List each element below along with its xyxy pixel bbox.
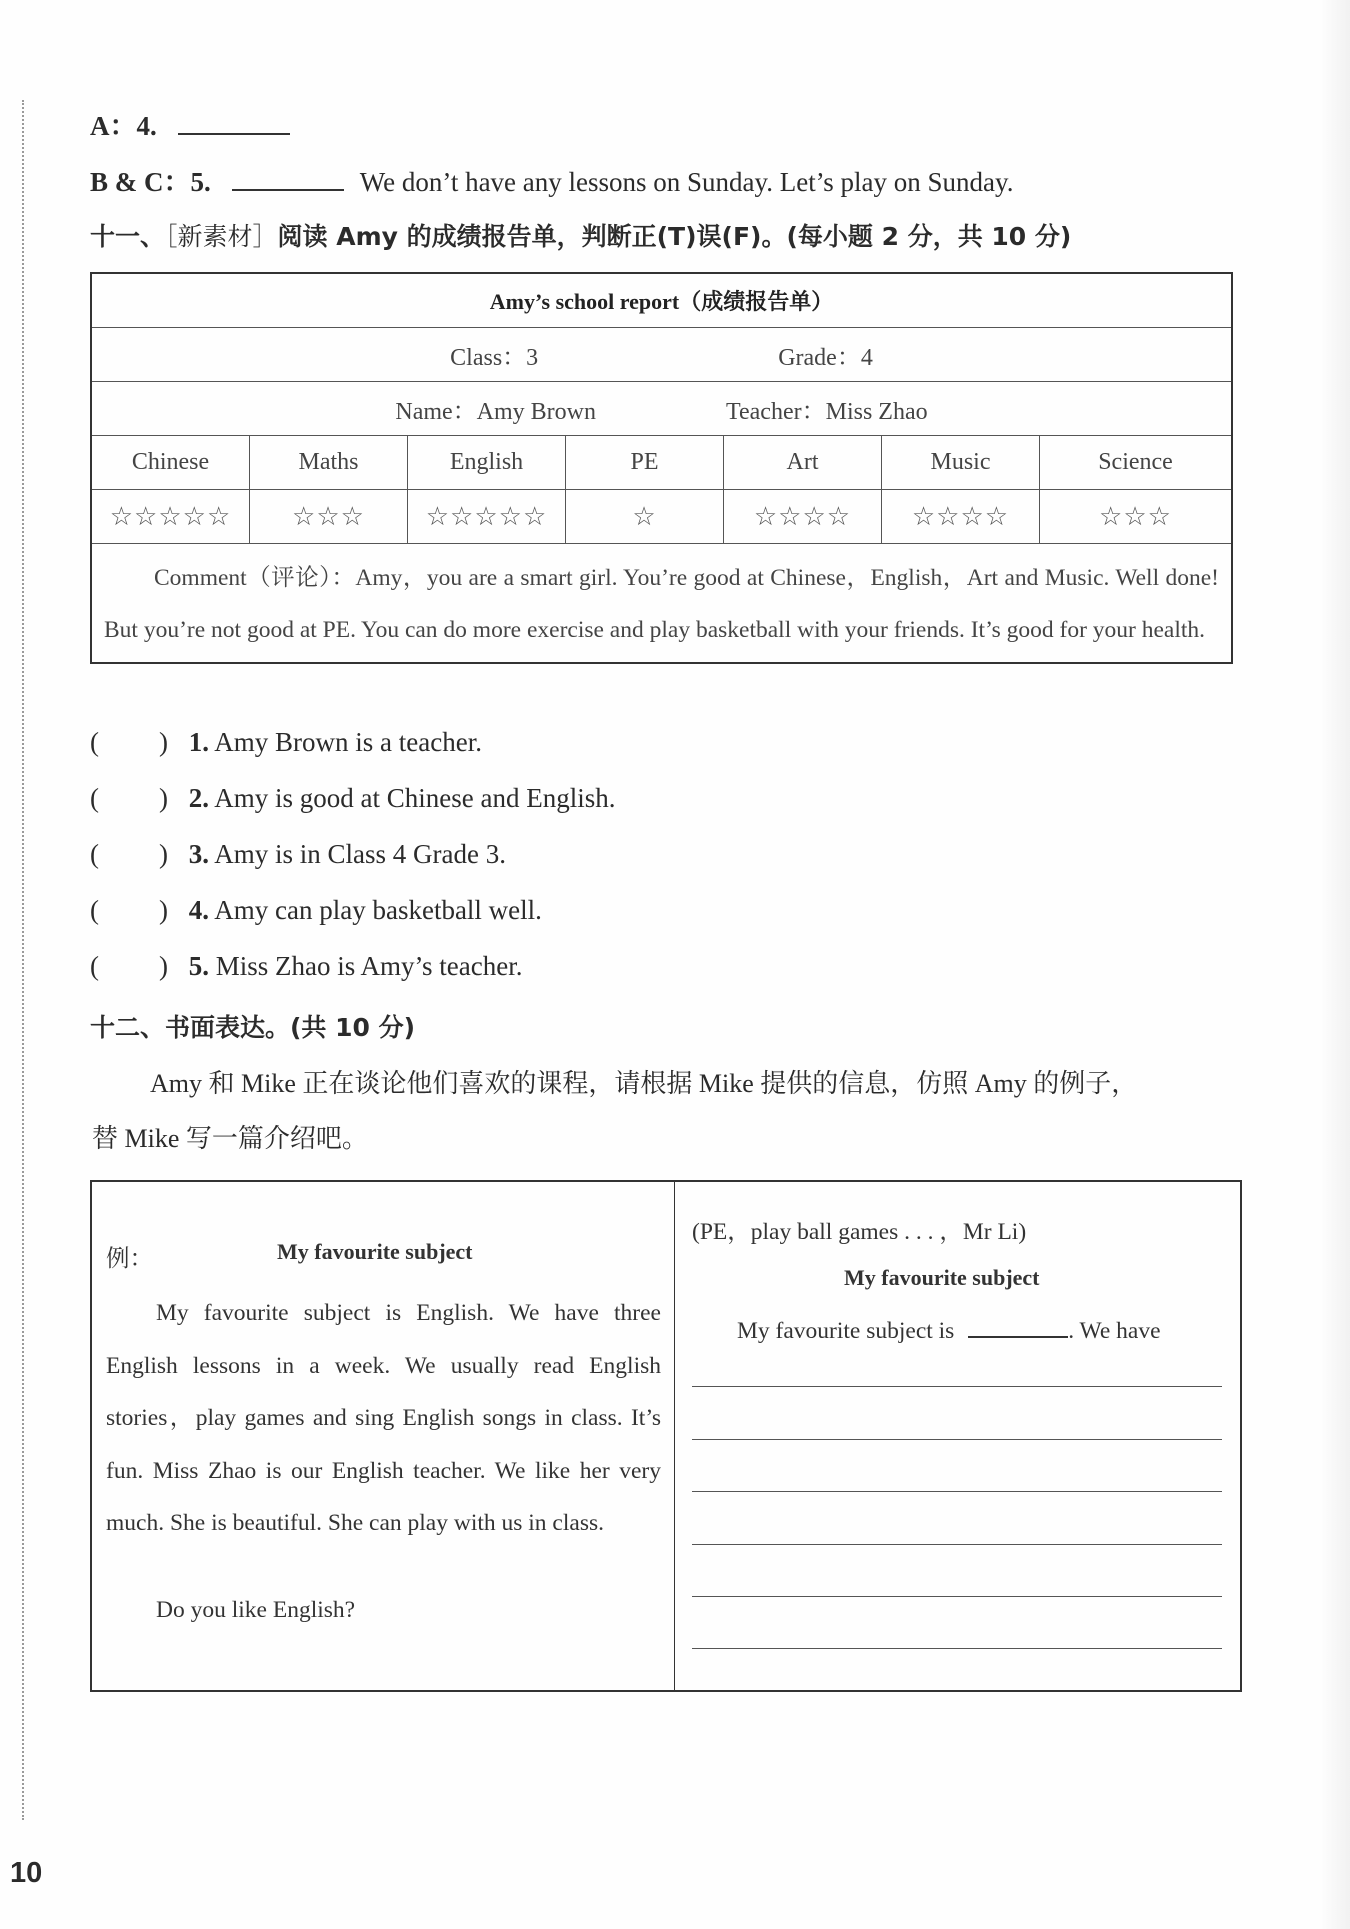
example-closing: Do you like English?: [156, 1597, 356, 1623]
question-text: Amy Brown is a teacher.: [214, 727, 482, 757]
section-12-instruction-1: Amy 和 Mike 正在谈论他们喜欢的课程，请根据 Mike 提供的信息，仿照 Amy 的例子，: [150, 1069, 1138, 1098]
line-bc-label: B & C：5.: [90, 167, 211, 197]
mike-title: My favourite subject: [844, 1265, 1040, 1290]
open-paren: (: [90, 783, 99, 813]
subject-cell: Maths: [250, 436, 408, 490]
question-number: 3.: [188, 839, 209, 869]
section-12-title: 十二、书面表达。(共 10 分): [90, 1013, 416, 1042]
question-5: [90, 951, 522, 982]
subject-cell: PE: [566, 436, 724, 490]
question-1: [90, 727, 482, 758]
example-body-text: My favourite subject is English. We have three English lessons in a week. We usually read English stories，play games and sing English songs in class. It’s fun. Miss Zhao is our English teacher. We like her very much. She is beautiful. She can play with us in class.: [106, 1300, 661, 1536]
section-11-instruction: 阅读 Amy 的成绩报告单，判断正(T)误(F)。(每小题 2 分，共 10 分): [277, 222, 1072, 251]
answer-blank-4[interactable]: [178, 133, 290, 135]
question-2: [90, 783, 615, 814]
writing-line[interactable]: [692, 1439, 1222, 1440]
close-paren: ): [159, 951, 168, 981]
mike-start-line: [737, 1318, 1161, 1345]
question-text: Amy can play basketball well.: [214, 895, 542, 925]
answer-bracket[interactable]: [90, 783, 182, 814]
report-comment-text: Comment（评论）：Amy，you are a smart girl. You’re good at Chinese，English，Art and Music. Well done! But you’re not good at PE. You can do more exercise and play basketball with your friends. It’s good for your health.: [104, 565, 1219, 643]
report-name-teacher-row: [91, 382, 1232, 436]
question-number: 4.: [188, 895, 209, 925]
star-rating: ☆: [566, 490, 724, 544]
subject-cell: Science: [1040, 436, 1233, 490]
writing-box-divider: [674, 1182, 675, 1690]
section-12-instruction-2: 替 Mike 写一篇介绍吧。: [92, 1124, 368, 1153]
star-rating: ☆☆☆☆: [724, 490, 882, 544]
close-paren: ): [159, 895, 168, 925]
line-a-label: A：4.: [90, 111, 157, 141]
writing-line[interactable]: [692, 1648, 1222, 1649]
report-name: Name：Amy Brown: [395, 399, 597, 425]
report-class: Class：3: [450, 345, 539, 371]
answer-bracket[interactable]: [90, 951, 182, 982]
star-rating: ☆☆☆: [250, 490, 408, 544]
close-paren: ): [159, 839, 168, 869]
writing-line[interactable]: [692, 1491, 1222, 1492]
favourite-subject-blank[interactable]: [968, 1336, 1068, 1338]
answer-blank-5[interactable]: [232, 189, 344, 191]
open-paren: (: [90, 951, 99, 981]
section-11-title: [90, 217, 1071, 253]
subject-cell: English: [408, 436, 566, 490]
question-text: Miss Zhao is Amy’s teacher.: [215, 951, 523, 981]
writing-box: [90, 1180, 1242, 1692]
report-comment: [91, 544, 1232, 664]
writing-line[interactable]: [692, 1596, 1222, 1597]
page-number: 10: [10, 1857, 43, 1889]
question-number: 5.: [188, 951, 209, 981]
open-paren: (: [90, 895, 99, 925]
subjects-row: [91, 436, 1232, 490]
question-number: 1.: [188, 727, 209, 757]
close-paren: ): [159, 783, 168, 813]
margin-dotted-line: [22, 100, 24, 1820]
mike-hint: (PE，play ball games . . . ，Mr Li): [692, 1219, 1027, 1245]
question-number: 2.: [188, 783, 209, 813]
mike-start-pre: My favourite subject is: [737, 1318, 955, 1344]
question-4: [90, 895, 542, 926]
writing-line[interactable]: [692, 1544, 1222, 1545]
answer-bracket[interactable]: [90, 839, 182, 870]
school-report-table: [90, 272, 1233, 664]
section-11-number: 十一、: [90, 222, 166, 251]
report-class-grade-row: [91, 328, 1232, 382]
dialogue-line-a: [90, 104, 290, 143]
subject-cell: Music: [882, 436, 1040, 490]
question-3: [90, 839, 506, 870]
report-teacher: Teacher：Miss Zhao: [726, 399, 928, 425]
star-rating: ☆☆☆☆: [882, 490, 1040, 544]
star-rating: ☆☆☆☆☆: [408, 490, 566, 544]
question-text: Amy is good at Chinese and English.: [214, 783, 616, 813]
example-label: 例：: [106, 1246, 153, 1272]
writing-line[interactable]: [692, 1386, 1222, 1387]
dialogue-line-bc: [90, 160, 1014, 199]
new-material-tag: ［新素材］: [165, 222, 278, 251]
example-body: [106, 1287, 661, 1550]
open-paren: (: [90, 727, 99, 757]
question-text: Amy is in Class 4 Grade 3.: [214, 839, 506, 869]
answer-bracket[interactable]: [90, 727, 182, 758]
subject-cell: Art: [724, 436, 882, 490]
stars-row: [91, 490, 1232, 544]
star-rating: ☆☆☆: [1040, 490, 1233, 544]
subject-cell: Chinese: [91, 436, 250, 490]
report-grade: Grade：4: [778, 345, 873, 371]
report-title: Amy’s school report（成绩报告单）: [91, 273, 1232, 328]
example-title: My favourite subject: [277, 1239, 473, 1264]
open-paren: (: [90, 839, 99, 869]
line-bc-sentence: We don’t have any lessons on Sunday. Let’s play on Sunday.: [359, 167, 1014, 197]
answer-bracket[interactable]: [90, 895, 182, 926]
close-paren: ): [159, 727, 168, 757]
page-edge-shadow: [1320, 0, 1350, 1929]
star-rating: ☆☆☆☆☆: [91, 490, 250, 544]
mike-start-post: . We have: [1068, 1318, 1161, 1344]
